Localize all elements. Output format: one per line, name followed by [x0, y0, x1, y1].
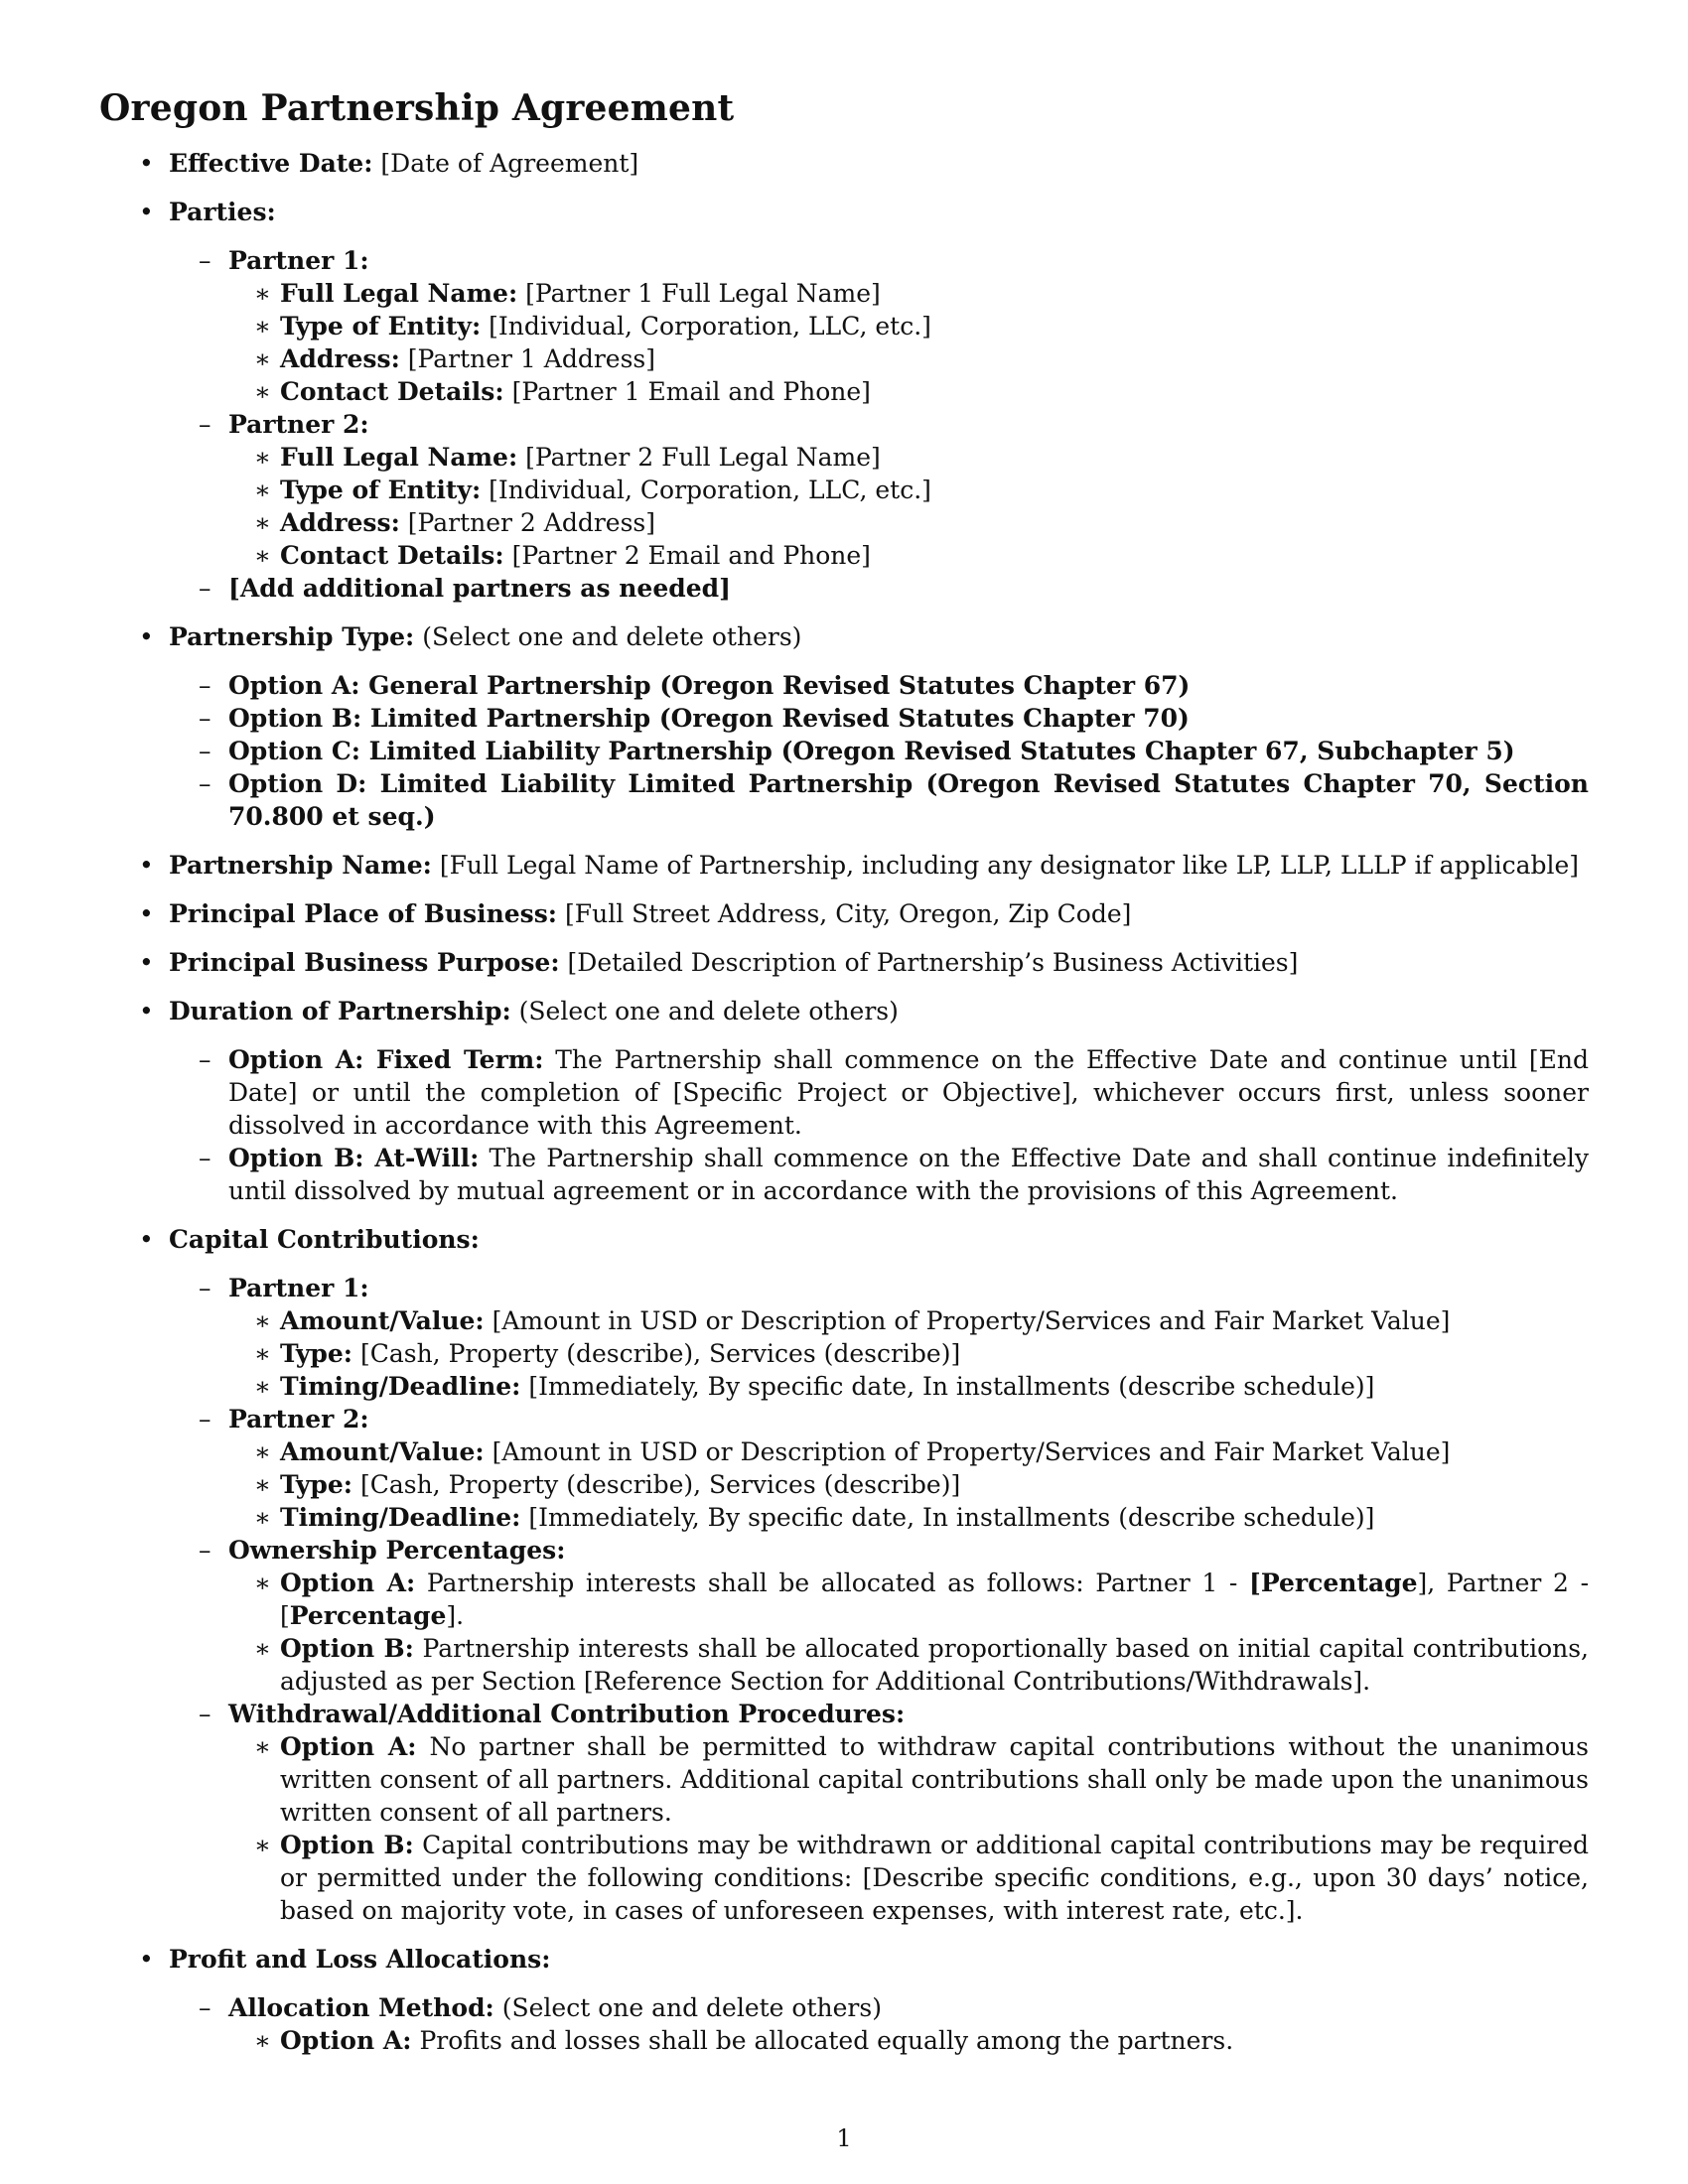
withdrawal-option-b — [228, 1829, 1589, 1927]
timing-value: [Immediately, By specific date, In installments (describe schedule)] — [528, 1372, 1375, 1401]
partnership-type-item — [99, 620, 1589, 833]
option-text: Option D: Limited Liability Limited Partnership (Oregon Revised Statutes Chapter 70, Section 70.800 et seq.) — [228, 769, 1589, 831]
duration-option-b — [169, 1142, 1589, 1207]
option-text: Capital contributions may be withdrawn or additional capital contributions may be required or permitted under the following conditions: [Describe specific conditions, e.g., upon 30 days’ notice, based on majority vote, in cases of unforeseen expenses, with interest rate, etc.]. — [280, 1831, 1589, 1925]
partner-1-full-name — [228, 277, 1589, 310]
capital-partner-2-type — [228, 1468, 1589, 1501]
type-value: [Cash, Property (describe), Services (describe)] — [359, 1470, 961, 1499]
partnership-type-option-d — [169, 767, 1589, 833]
timing-value: [Immediately, By specific date, In installments (describe schedule)] — [528, 1503, 1375, 1532]
capital-label: Capital Contributions: — [169, 1225, 480, 1254]
principal-place-value: [Full Street Address, City, Oregon, Zip Code] — [565, 899, 1132, 928]
party-partner-2 — [169, 408, 1589, 572]
amount-label: Amount/Value: — [280, 1437, 485, 1466]
partnership-name-label: Partnership Name: — [169, 851, 432, 880]
partnership-type-note: (Select one and delete others) — [422, 622, 802, 651]
document-body — [99, 147, 1589, 2057]
principal-place-label: Principal Place of Business: — [169, 899, 558, 928]
effective-date-item — [99, 147, 1589, 180]
partner-1-entity — [228, 310, 1589, 342]
partner-2-address — [228, 506, 1589, 539]
duration-label: Duration of Partnership: — [169, 997, 511, 1025]
amount-value: [Amount in USD or Description of Property/Services and Fair Market Value] — [492, 1437, 1451, 1466]
partnership-type-label: Partnership Type: — [169, 622, 415, 651]
partnership-name-value: [Full Legal Name of Partnership, including any designator like LP, LLP, LLLP if applicable] — [439, 851, 1580, 880]
percentage-placeholder: Percentage — [289, 1601, 447, 1630]
full-name-label: Full Legal Name: — [280, 443, 518, 472]
full-name-value: [Partner 1 Full Legal Name] — [525, 279, 881, 308]
contact-value: [Partner 2 Email and Phone] — [511, 541, 871, 570]
capital-partner-2-timing — [228, 1501, 1589, 1534]
entity-label: Type of Entity: — [280, 312, 482, 341]
ownership-percentages — [169, 1534, 1589, 1698]
capital-partner-2-amount — [228, 1435, 1589, 1468]
partner-1-contact — [228, 375, 1589, 408]
parties-label: Parties: — [169, 198, 276, 226]
address-label: Address: — [280, 508, 400, 537]
partnership-type-options — [169, 669, 1589, 833]
contact-label: Contact Details: — [280, 377, 504, 406]
capital-partner-1-timing — [228, 1370, 1589, 1403]
option-label: Option B: — [280, 1831, 414, 1859]
partner-2-label: Partner 2: — [228, 1405, 369, 1433]
ownership-option-b — [228, 1632, 1589, 1698]
party-partner-1 — [169, 244, 1589, 408]
partner-1-label: Partner 1: — [228, 1274, 369, 1302]
effective-date-label: Effective Date: — [169, 149, 373, 178]
ownership-option-a — [228, 1567, 1589, 1632]
partner-2-full-name — [228, 441, 1589, 474]
option-text: Profits and losses shall be allocated equally among the partners. — [419, 2026, 1234, 2055]
ownership-label: Ownership Percentages: — [228, 1536, 566, 1565]
capital-list — [169, 1272, 1589, 1927]
allocation-option-a — [228, 2024, 1589, 2057]
option-label: Option A: — [280, 1569, 416, 1597]
capital-item — [99, 1223, 1589, 1927]
withdrawal-procedures — [169, 1698, 1589, 1927]
full-name-label: Full Legal Name: — [280, 279, 518, 308]
partnership-type-option-b — [169, 702, 1589, 735]
option-text: Option A: General Partnership (Oregon Revised Statutes Chapter 67) — [228, 671, 1191, 700]
duration-item — [99, 995, 1589, 1207]
profit-loss-item — [99, 1943, 1589, 2057]
duration-note: (Select one and delete others) — [518, 997, 899, 1025]
partner-1-label: Partner 1: — [228, 246, 369, 275]
entity-value: [Individual, Corporation, LLC, etc.] — [489, 476, 931, 504]
capital-partner-1-amount — [228, 1304, 1589, 1337]
amount-value: [Amount in USD or Description of Property/Services and Fair Market Value] — [492, 1306, 1451, 1335]
option-label: Option A: — [280, 2026, 412, 2055]
document-page — [99, 87, 1589, 2073]
ownership-options — [228, 1567, 1589, 1698]
partner-1-details — [228, 277, 1589, 408]
capital-partner-1-type — [228, 1337, 1589, 1370]
capital-partner-2-details — [228, 1435, 1589, 1534]
option-label: Option B: At-Will: — [228, 1144, 480, 1172]
type-label: Type: — [280, 1470, 352, 1499]
entity-value: [Individual, Corporation, LLC, etc.] — [489, 312, 931, 341]
option-text: Partnership interests shall be allocated proportionally based on initial capital contributions, adjusted as per Section [Reference Section for Additional Contributions/Withdrawals]. — [280, 1634, 1589, 1696]
address-label: Address: — [280, 344, 400, 373]
profit-loss-label: Profit and Loss Allocations: — [169, 1945, 551, 1974]
timing-label: Timing/Deadline: — [280, 1503, 521, 1532]
option-text-end: ]. — [446, 1601, 465, 1630]
partner-2-entity — [228, 474, 1589, 506]
effective-date-value: [Date of Agreement] — [380, 149, 639, 178]
allocation-method — [169, 1991, 1589, 2057]
allocation-method-note: (Select one and delete others) — [501, 1993, 882, 2022]
type-label: Type: — [280, 1339, 352, 1368]
option-text-mid: ], Partner 2 - [ — [280, 1569, 1590, 1630]
option-label: Option A: Fixed Term: — [228, 1045, 544, 1074]
option-label: Option A: — [280, 1732, 417, 1761]
option-text: The Partnership shall commence on the Effective Date and shall continue indefinitely until dissolved by mutual agreement or in accordance with the provisions of this Agreement. — [228, 1144, 1590, 1205]
percentage-placeholder: Percentage — [1260, 1569, 1418, 1597]
partner-1-address — [228, 342, 1589, 375]
duration-options — [169, 1043, 1589, 1207]
withdrawal-option-a — [228, 1730, 1589, 1829]
contact-value: [Partner 1 Email and Phone] — [511, 377, 871, 406]
contact-label: Contact Details: — [280, 541, 504, 570]
page-number: 1 — [836, 2124, 852, 2152]
capital-partner-2 — [169, 1403, 1589, 1534]
address-value: [Partner 2 Address] — [407, 508, 655, 537]
option-text: The Partnership shall commence on the Effective Date and continue until [End Date] or until the completion of [Specific Project or Objective], whichever occurs first, unless sooner dissolved in accordance with this Agreement. — [228, 1045, 1589, 1140]
principal-place-item — [99, 897, 1589, 930]
partnership-type-option-a — [169, 669, 1589, 702]
profit-loss-list — [169, 1991, 1589, 2057]
capital-partner-1 — [169, 1272, 1589, 1403]
duration-option-a — [169, 1043, 1589, 1142]
principal-purpose-label: Principal Business Purpose: — [169, 948, 560, 977]
timing-label: Timing/Deadline: — [280, 1372, 521, 1401]
capital-partner-1-details — [228, 1304, 1589, 1403]
principal-purpose-item — [99, 946, 1589, 979]
option-text: Option C: Limited Liability Partnership (Oregon Revised Statutes Chapter 67, Subchapter 5) — [228, 737, 1515, 765]
entity-label: Type of Entity: — [280, 476, 482, 504]
partner-2-contact — [228, 539, 1589, 572]
amount-label: Amount/Value: — [280, 1306, 485, 1335]
withdrawal-label: Withdrawal/Additional Contribution Procedures: — [228, 1700, 906, 1728]
partnership-type-option-c — [169, 735, 1589, 767]
option-text: Partnership interests shall be allocated as follows: Partner 1 - — [426, 1569, 1250, 1597]
partnership-name-item — [99, 849, 1589, 882]
document-title: Oregon Partnership Agreement — [99, 87, 735, 129]
option-label: Option B: — [280, 1634, 414, 1663]
main-list — [99, 147, 1589, 2057]
option-text: Option B: Limited Partnership (Oregon Revised Statutes Chapter 70) — [228, 704, 1190, 733]
additional-partners — [169, 572, 1589, 605]
withdrawal-options — [228, 1730, 1589, 1927]
allocation-options — [228, 2024, 1589, 2057]
principal-purpose-value: [Detailed Description of Partnership’s Business Activities] — [567, 948, 1299, 977]
allocation-method-label: Allocation Method: — [228, 1993, 494, 2022]
bracket-open: [ — [1249, 1569, 1261, 1597]
full-name-value: [Partner 2 Full Legal Name] — [525, 443, 881, 472]
address-value: [Partner 1 Address] — [407, 344, 655, 373]
partner-2-details — [228, 441, 1589, 572]
partner-2-label: Partner 2: — [228, 410, 369, 439]
type-value: [Cash, Property (describe), Services (describe)] — [359, 1339, 961, 1368]
parties-list — [169, 244, 1589, 605]
additional-partners-text: [Add additional partners as needed] — [228, 574, 731, 603]
parties-item — [99, 196, 1589, 605]
option-text: No partner shall be permitted to withdraw capital contributions without the unanimous written consent of all partners. Additional capital contributions shall only be made upon the unanimous written consent of all partners. — [280, 1732, 1590, 1827]
